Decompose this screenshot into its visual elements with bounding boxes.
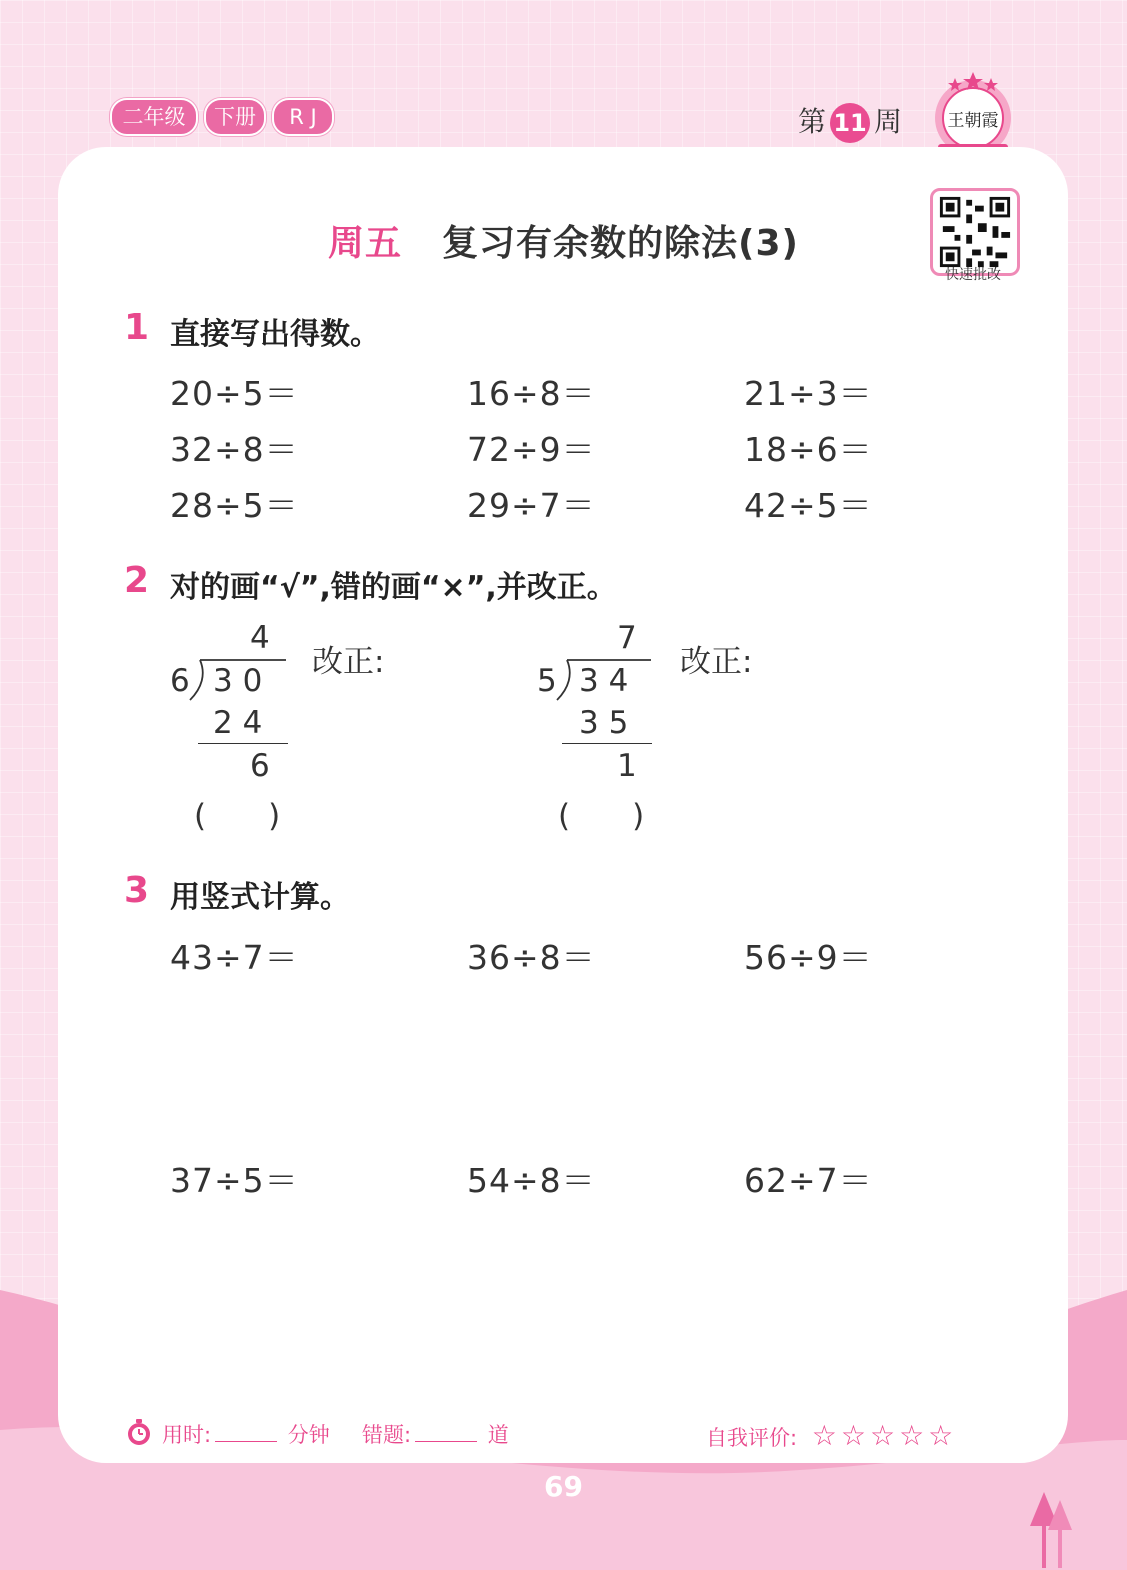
q1-item: 32÷8＝	[170, 430, 299, 469]
title-topic: 复习有余数的除法(3)	[442, 223, 799, 264]
q1-number: 1	[124, 307, 150, 348]
qr-label: 快速批改	[945, 267, 1001, 283]
stopwatch-icon	[124, 1417, 154, 1447]
q3-instruction: 用竖式计算。	[170, 880, 350, 915]
qr-code[interactable]	[930, 188, 1020, 276]
rating-stars[interactable]: ☆☆☆☆☆	[811, 1419, 958, 1452]
remainder: 6	[250, 748, 270, 784]
q3-item: 62÷7＝	[744, 1161, 873, 1200]
subtraction-line	[562, 743, 652, 744]
q3-item: 54÷8＝	[467, 1161, 596, 1200]
divisor: 6	[170, 663, 190, 699]
dividend: 3 0	[213, 663, 263, 699]
q1-item: 16÷8＝	[467, 374, 596, 413]
q2-instruction: 对的画“√”,错的画“×”,并改正。	[170, 570, 617, 605]
remainder: 1	[617, 748, 637, 784]
edition-tag: R J	[272, 98, 334, 136]
q1-item: 72÷9＝	[467, 430, 596, 469]
errors-field	[362, 1419, 509, 1449]
page-number: 69	[544, 1470, 583, 1503]
title-day: 周五	[328, 223, 403, 264]
logo-text: 王朝霞	[947, 111, 999, 131]
q3-number: 3	[124, 870, 150, 911]
q1-item: 21÷3＝	[744, 374, 873, 413]
volume-tag: 下册	[204, 98, 266, 136]
q1-item: 42÷5＝	[744, 486, 873, 525]
q3-item: 36÷8＝	[467, 938, 596, 977]
week-label	[798, 100, 902, 143]
product: 3 5	[579, 705, 629, 741]
correction-label: 改正:	[680, 644, 753, 680]
week-number-badge: 11	[830, 103, 870, 143]
q1-instruction: 直接写出得数。	[170, 317, 380, 352]
self-eval-label: 自我评价:	[706, 1426, 798, 1450]
q1-item: 20÷5＝	[170, 374, 299, 413]
quotient: 4	[250, 620, 270, 656]
time-field	[162, 1419, 330, 1449]
q3-item: 56÷9＝	[744, 938, 873, 977]
week-prefix: 第	[798, 105, 827, 138]
divisor: 5	[537, 663, 557, 699]
judge-bracket[interactable]: ( )	[558, 798, 645, 834]
q3-item: 37÷5＝	[170, 1161, 299, 1200]
q3-item: 43÷7＝	[170, 938, 299, 977]
errors-blank[interactable]	[415, 1423, 477, 1442]
subtraction-line	[198, 743, 288, 744]
time-label: 用时:	[162, 1423, 212, 1447]
errors-label: 错题:	[362, 1423, 412, 1447]
errors-unit: 道	[487, 1423, 509, 1447]
dividend: 3 4	[579, 663, 629, 699]
grade-tag: 二年级	[110, 98, 198, 136]
minutes-label: 分钟	[287, 1423, 330, 1447]
q1-item: 28÷5＝	[170, 486, 299, 525]
correction-label: 改正:	[312, 644, 385, 680]
time-blank[interactable]	[215, 1423, 277, 1442]
judge-bracket[interactable]: ( )	[194, 798, 281, 834]
product: 2 4	[213, 705, 263, 741]
self-evaluation	[706, 1419, 957, 1452]
quotient: 7	[617, 620, 637, 656]
q1-item: 18÷6＝	[744, 430, 873, 469]
week-suffix: 周	[874, 105, 903, 138]
q1-item: 29÷7＝	[467, 486, 596, 525]
q2-number: 2	[124, 560, 150, 601]
arrows-decoration	[1028, 1492, 1076, 1568]
